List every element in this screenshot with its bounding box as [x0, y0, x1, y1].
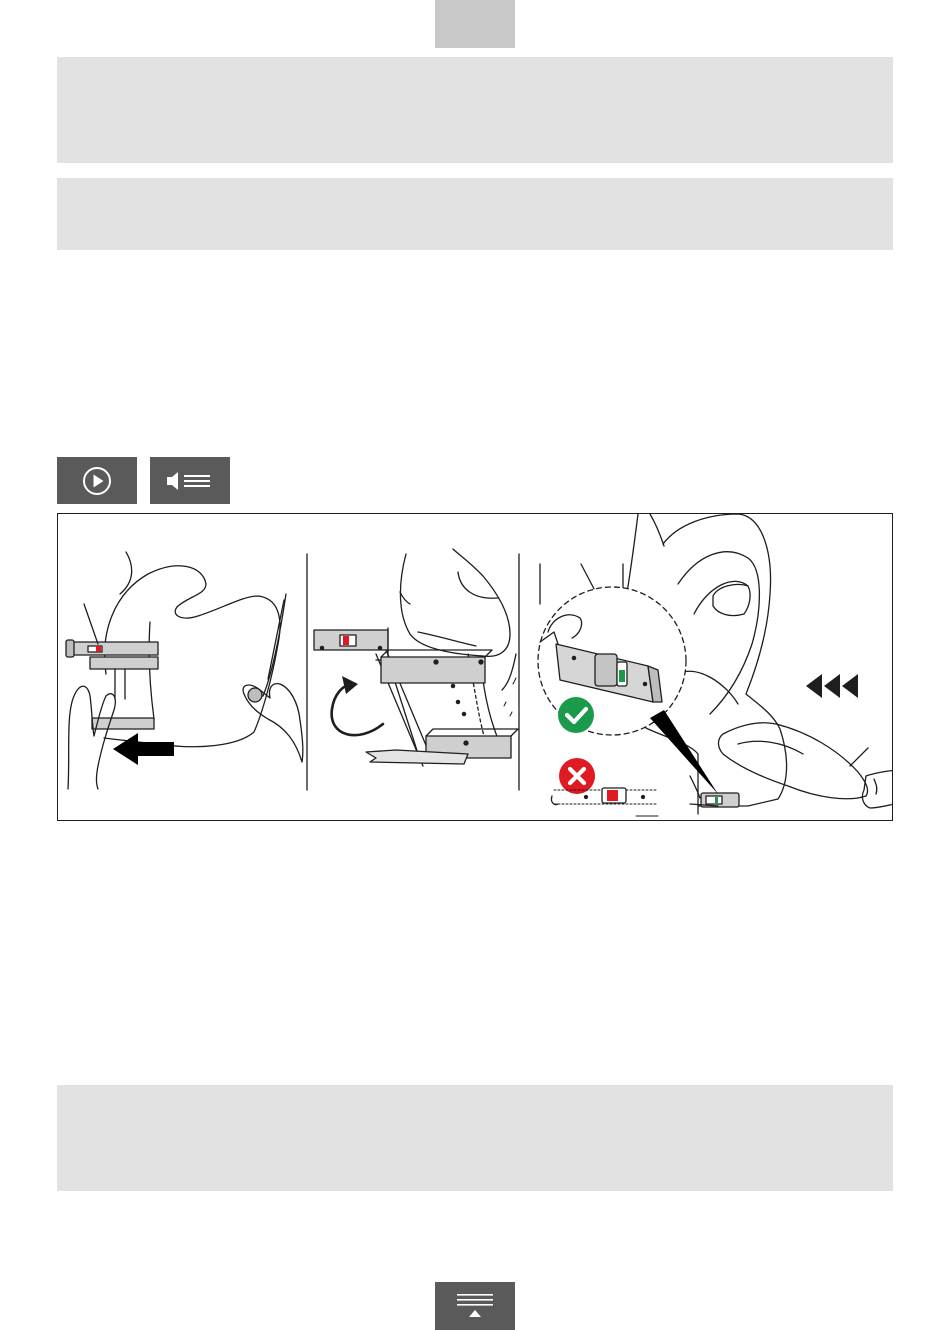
step-release-connectors-panel: [66, 552, 303, 789]
correct-check-icon: [558, 697, 594, 733]
play-circle-icon: [81, 465, 113, 497]
page-number-tab: [435, 0, 515, 48]
instruction-text-box: [57, 57, 893, 163]
video-button[interactable]: [57, 457, 137, 504]
speaker-text-icon: [164, 469, 216, 493]
table-of-contents-button[interactable]: [435, 1282, 515, 1330]
step-fold-connectors-panel: [314, 549, 518, 766]
step-check-indicator-panel: [538, 514, 893, 816]
audio-button[interactable]: [150, 457, 230, 504]
installation-illustration: [57, 513, 893, 821]
instruction-text-box: [57, 178, 893, 250]
table-of-contents-up-icon: [455, 1290, 495, 1322]
instruction-text-box: [57, 1085, 893, 1191]
